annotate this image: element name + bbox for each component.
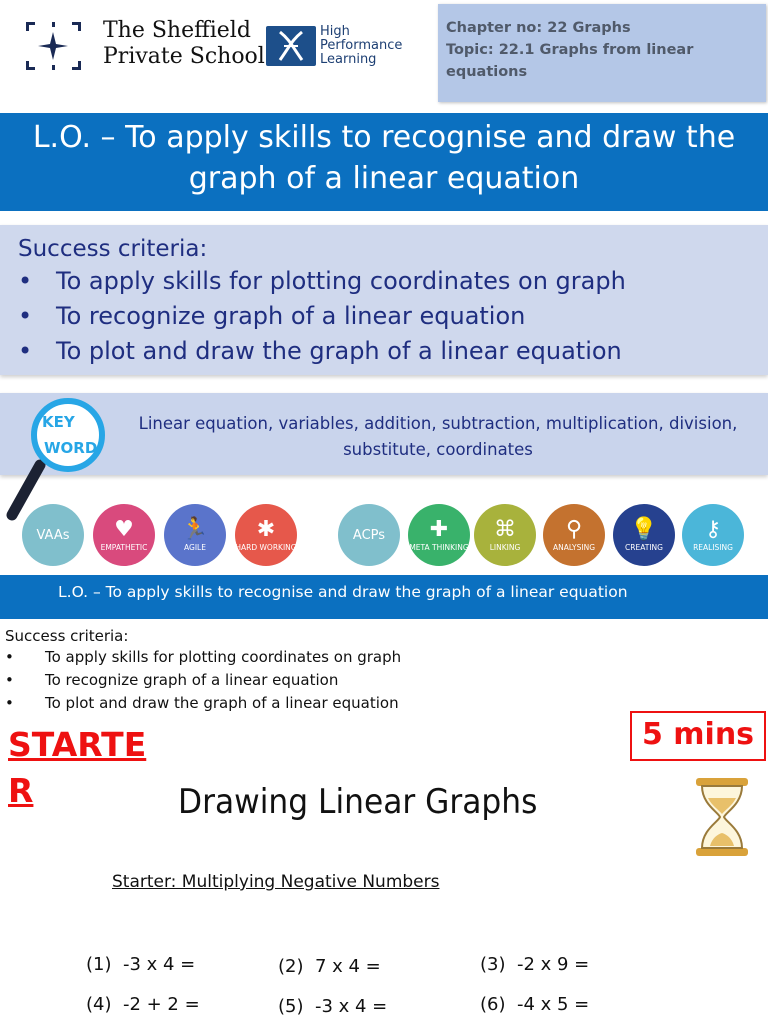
lightbulb-icon: 💡: [630, 517, 658, 542]
school-name-line2: Private School: [103, 44, 265, 69]
keywords-text: Linear equation, variables, addition, subtraction, multiplication, division, substitute, coordinates: [138, 414, 738, 459]
question-number: (1): [86, 954, 112, 975]
small-criterion: • To recognize graph of a linear equation: [5, 671, 339, 689]
realising-circle: [682, 504, 744, 566]
question-item: [86, 994, 200, 1015]
small-success-criteria: [5, 626, 401, 715]
success-criteria-title: Success criteria:: [18, 236, 208, 262]
hpl-line3: Learning: [320, 52, 377, 67]
success-criterion: • To recognize graph of a linear equation: [18, 302, 526, 330]
acps-circle: [338, 504, 400, 566]
chapter-info-box: [438, 4, 766, 102]
starter-label: STARTER: [8, 725, 147, 810]
hpl-logo-icon: [266, 26, 316, 66]
learning-objective-small-text: L.O. – To apply skills to recognise and draw the graph of a linear equation: [58, 583, 628, 601]
analysing-label: ANALYSING: [552, 543, 596, 552]
key-word-text-2: WORD: [44, 439, 98, 457]
question-item: [86, 954, 195, 975]
criterion-text: To apply skills for plotting coordinates on graph: [56, 267, 626, 295]
small-criterion: • To apply skills for plotting coordinates on graph: [5, 648, 402, 666]
criterion-text: To plot and draw the graph of a linear equation: [56, 337, 622, 365]
question-number: (6): [480, 994, 506, 1015]
question-expression: 7 x 4 =: [314, 956, 381, 977]
linking-circle: [474, 504, 536, 566]
topic-label: Topic: 22.1 Graphs from linear equations: [446, 42, 694, 80]
timer-box: 5 mins: [630, 711, 766, 761]
school-name: [103, 18, 265, 70]
heart-icon: ♥: [114, 517, 134, 542]
creating-label: CREATING: [625, 543, 663, 552]
empathetic-circle: [93, 504, 155, 566]
chapter-label: Chapter no: 22 Graphs: [446, 20, 631, 36]
key-word-text-1: KEY: [42, 413, 75, 431]
school-logo-icon: [22, 20, 94, 72]
key-icon: ⚷: [704, 517, 722, 542]
small-criterion-text: To apply skills for plotting coordinates on graph: [45, 648, 402, 666]
bee-icon: ✱: [256, 517, 276, 542]
question-item: [278, 956, 381, 977]
criterion-text: To recognize graph of a linear equation: [56, 302, 526, 330]
hpl-line1: High: [320, 24, 350, 39]
question-number: (4): [86, 994, 112, 1015]
hard-working-label: HARD WORKING: [235, 543, 297, 552]
question-expression: -2 + 2 =: [122, 994, 200, 1015]
question-item: [480, 994, 589, 1015]
agile-circle: [164, 504, 226, 566]
learning-objective-bar: [0, 575, 768, 619]
analysing-circle: [543, 504, 605, 566]
network-icon: ⌘: [494, 517, 516, 542]
question-item: [278, 996, 387, 1017]
meta-thinking-circle: [408, 504, 470, 566]
success-criteria-panel: [0, 225, 768, 375]
hard-working-circle: [235, 504, 297, 566]
success-criterion: • To plot and draw the graph of a linear equation: [18, 337, 622, 365]
small-criterion-text: To plot and draw the graph of a linear equation: [45, 694, 399, 712]
linking-label: LINKING: [489, 543, 521, 552]
hpl-line2: Performance: [320, 38, 403, 53]
puzzle-icon: ✚: [429, 517, 449, 542]
runner-icon: 🏃: [181, 517, 209, 542]
meta-thinking-label: META THINKING: [409, 543, 469, 552]
acps-label: ACPs: [352, 527, 386, 543]
hpl-text: [320, 25, 402, 67]
question-expression: -3 x 4 =: [314, 996, 388, 1017]
vaas-circle: [22, 504, 84, 566]
learning-objective-banner: [0, 113, 768, 211]
question-expression: -3 x 4 =: [122, 954, 196, 975]
question-expression: -4 x 5 =: [516, 994, 590, 1015]
agile-label: AGILE: [184, 543, 206, 552]
starter-subtitle: Starter: Multiplying Negative Numbers: [112, 872, 440, 892]
learning-objective-text: L.O. – To apply skills to recognise and draw the graph of a linear equation: [32, 120, 736, 196]
creating-circle: [613, 504, 675, 566]
magnifier-icon: ⚲: [565, 517, 583, 542]
hourglass-icon: [694, 776, 750, 858]
school-name-line1: The Sheffield: [103, 18, 251, 43]
question-number: (3): [480, 954, 506, 975]
empathetic-label: EMPATHETIC: [100, 543, 148, 552]
drawing-linear-graphs-title: Drawing Linear Graphs: [178, 782, 538, 822]
small-criterion-text: To recognize graph of a linear equation: [45, 671, 339, 689]
realising-label: REALISING: [693, 543, 733, 552]
question-item: [480, 954, 589, 975]
success-criterion: • To apply skills for plotting coordinates on graph: [18, 267, 626, 295]
small-success-title: Success criteria:: [5, 627, 129, 645]
question-number: (5): [278, 996, 304, 1017]
vaas-label: VAAs: [36, 527, 70, 543]
question-expression: -2 x 9 =: [516, 954, 590, 975]
small-criterion: • To plot and draw the graph of a linear equation: [5, 694, 399, 712]
question-number: (2): [278, 956, 304, 977]
